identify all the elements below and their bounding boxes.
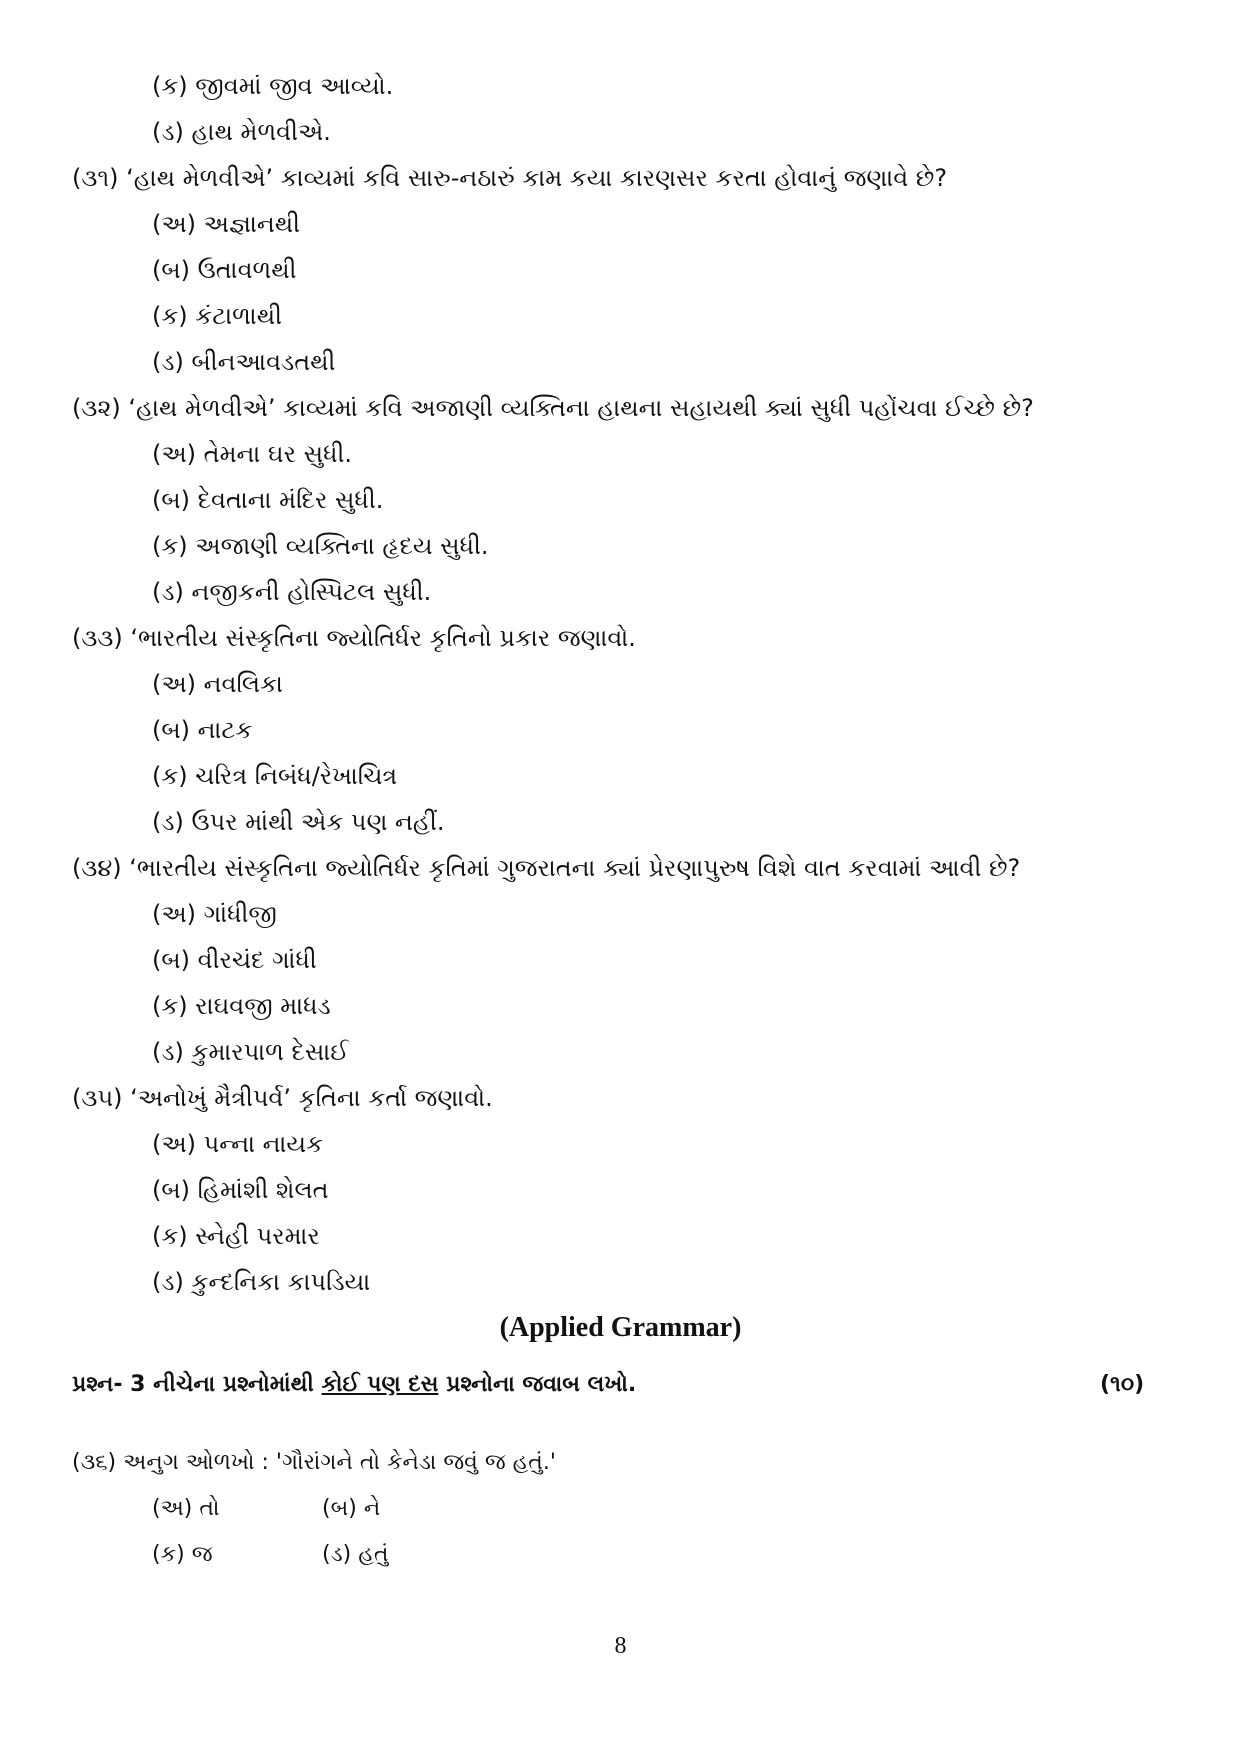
page-number: 8 [614,1633,627,1659]
option-line: (ક) ચરિત્ર નિબંધ/રેખાચિત્ર [152,762,398,790]
option-line: (ક) જ [152,1542,213,1567]
option-line: (ડ) નજીકની હોસ્પિટલ સુધી. [152,578,432,606]
option-line: (અ) તેમના ઘર સુધી. [152,440,352,468]
question-36: (૩૬) અનુગ ઓળખો : 'ગૌરાંગને તો કેનેડા જવું જ હતું.' [72,1450,556,1475]
option-line: (અ) નવલિકા [152,670,283,698]
section-heading: (Applied Grammar) [499,1312,742,1343]
option-line: (બ) દેવતાના મંદિર સુધી. [152,486,384,514]
option-line: (અ) તો [152,1496,220,1521]
option-line: (ડ) બીનઆવડતથી [152,348,336,376]
option-line: (બ) વીરચંદ ગાંધી [152,946,317,974]
question-33: (૩૩) ‘ભારતીય સંસ્કૃતિના જ્યોતિર્ધર કૃતિનો પ્રકાર જણાવો. [72,624,636,652]
option-line: (બ) હિમાંશી શેલત [152,1176,329,1204]
option-line: (ક) જીવમાં જીવ આવ્યો. [152,72,394,100]
option-line: (અ) અજ્ઞાનથી [152,210,300,238]
instruction-suffix: પ્રશ્નોના જવાબ લખો. [438,1372,637,1397]
option-line: (ક) કંટાળાથી [152,302,282,330]
option-line: (બ) ઉતાવળથી [152,256,297,284]
section-instruction [72,1369,636,1401]
option-line: (અ) ગાંધીજી [152,900,277,928]
option-line: (અ) પન્ના નાયક [152,1130,324,1158]
question-34: (૩૪) ‘ભારતીય સંસ્કૃતિના જ્યોતિર્ધર કૃતિમાં ગુજરાતના ક્યાં પ્રેરણાપુરુષ વિશે વાત કરવામાં આવી છે? [72,854,1021,882]
option-line: (બ) ને [322,1496,381,1521]
option-line: (ડ) કુન્દનિકા કાપડિયા [152,1268,371,1296]
option-line: (ડ) હતું [322,1542,389,1567]
option-line: (ક) સ્નેહી પરમાર [152,1222,320,1250]
instruction-underlined: કોઈ પણ દસ [321,1372,439,1397]
question-35: (૩૫) ‘અનોખું મૈત્રીપર્વ’ કૃતિના કર્તા જણાવો. [72,1084,493,1112]
instruction-prefix: પ્રશ્ન- 3 નીચેના પ્રશ્નોમાંથી [72,1372,322,1397]
section-marks: (૧૦) [1100,1372,1145,1397]
option-line: (બ) નાટક [152,716,253,744]
question-32: (૩૨) ‘હાથ મેળવીએ’ કાવ્યમાં કવિ અજાણી વ્યક્તિના હાથના સહાયથી ક્યાં સુધી પહોંચવા ઈચ્છે છે? [72,394,1034,422]
question-31: (૩૧) ‘હાથ મેળવીએ’ કાવ્યમાં કવિ સારુ-નઠારું કામ કયા કારણસર કરતા હોવાનું જણાવે છે? [72,164,948,192]
option-line: (ડ) હાથ મેળવીએ. [152,118,331,146]
option-line: (ડ) ઉપર માંથી એક પણ નહીં. [152,808,445,836]
option-line: (ક) અજાણી વ્યક્તિના હૃદય સુધી. [152,532,489,560]
option-line: (ક) રાઘવજી માધડ [152,992,331,1020]
option-line: (ડ) કુમારપાળ દેસાઈ [152,1038,349,1066]
